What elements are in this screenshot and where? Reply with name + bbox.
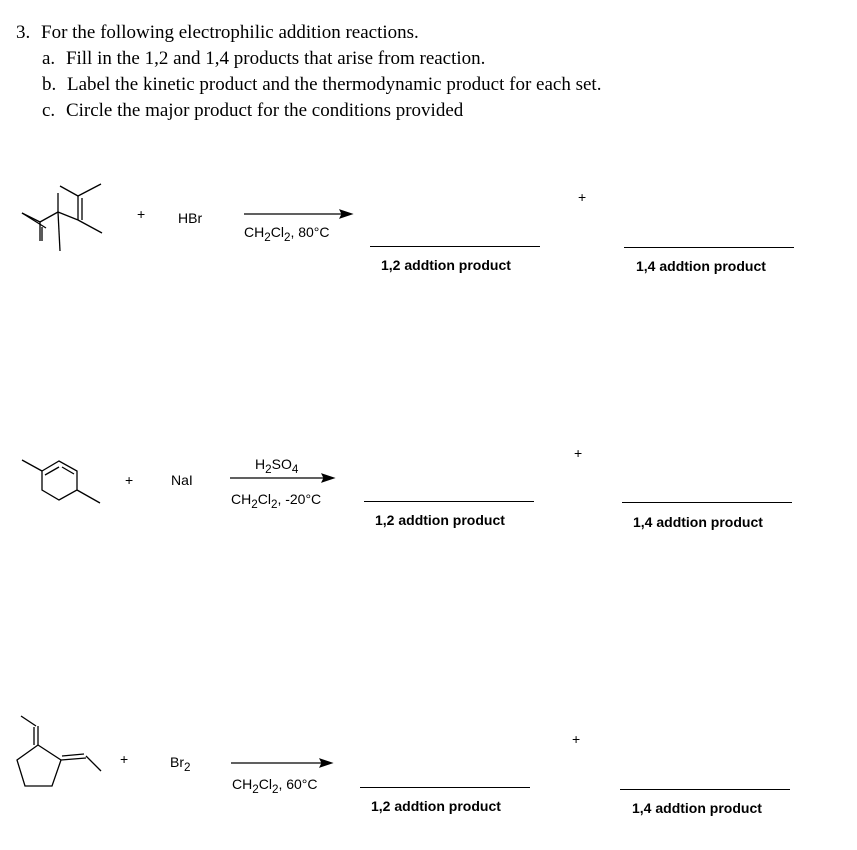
- reaction-3-conditions: $CH_2Cl_2$, 60°C: [232, 776, 318, 796]
- reaction-1-plus: +: [137, 206, 146, 222]
- part-letter: a.: [42, 48, 56, 69]
- reaction-1-products-plus: +: [578, 189, 587, 205]
- reaction-1-reagent: HBr: [178, 210, 203, 226]
- reaction-3-plus: +: [120, 751, 129, 767]
- reaction-1-label-12: 1,2 addtion product: [381, 257, 511, 273]
- reaction-2-label-12: 1,2 addtion product: [375, 512, 505, 528]
- reaction-3-arrow: [231, 757, 332, 769]
- reaction-1-label-14: 1,4 addtion product: [636, 258, 766, 274]
- reaction-3-label-12: 1,2 addtion product: [371, 798, 501, 814]
- reaction-2-conditions-top: $H_2SO_4$: [255, 456, 299, 476]
- reaction-2-conditions-bottom: $CH_2Cl_2$, -20°C: [231, 491, 322, 511]
- reaction-2-reagent: NaI: [171, 472, 193, 488]
- reaction-1-conditions: $CH_2Cl_2$, 80°C: [244, 224, 330, 244]
- part-text: Circle the major product for the conditions provided: [65, 100, 464, 121]
- reaction-3-label-14: 1,4 addtion product: [632, 800, 762, 816]
- reaction-3-blank-14: [620, 789, 790, 790]
- question-stem: For the following electrophilic addition reactions.: [41, 22, 419, 43]
- part-text: Fill in the 1,2 and 1,4 products that arise from reaction.: [65, 48, 486, 69]
- reaction-3-reagent: $Br_2$: [170, 754, 191, 774]
- reaction-2-products-plus: +: [574, 445, 583, 461]
- reaction-2-plus: +: [125, 472, 134, 488]
- question-number: 3.: [16, 22, 31, 43]
- reaction-3-products-plus: +: [572, 731, 581, 747]
- part-letter: c.: [42, 100, 56, 121]
- part-letter: b.: [42, 74, 57, 95]
- reaction-2-label-14: 1,4 addtion product: [633, 514, 763, 530]
- part-text: Label the kinetic product and the thermodynamic product for each set.: [67, 74, 602, 95]
- reaction-3-blank-12: [360, 787, 530, 788]
